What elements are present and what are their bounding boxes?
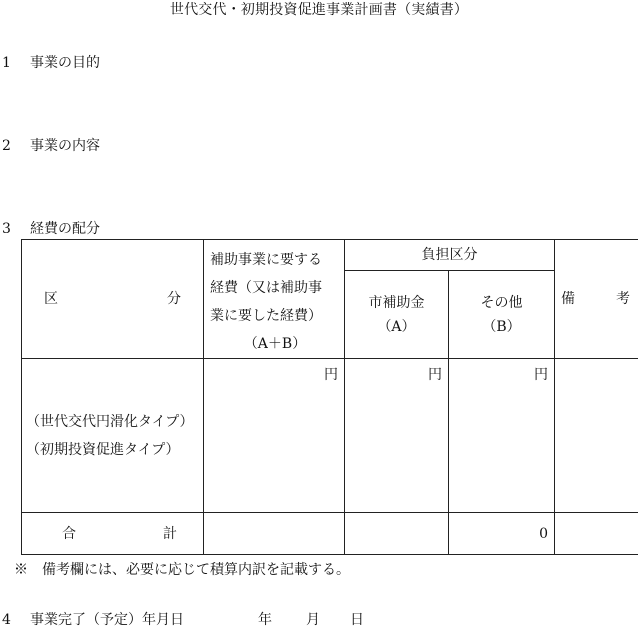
completion-day: 日 — [350, 610, 364, 630]
completion-year: 年 — [258, 610, 272, 630]
header-hosoku-line-2: 経費（又は補助事 — [210, 274, 340, 302]
header-hosoku-line-1: 補助事業に要する — [210, 246, 340, 274]
header-bikou — [555, 240, 638, 359]
section-3-heading — [2, 219, 100, 239]
total-sonota[interactable]: 0 — [449, 513, 555, 555]
section-1-number: 1 — [2, 53, 30, 73]
header-bikou-char-2: 考 — [616, 287, 630, 311]
page-title: 世代交代・初期投資促進事業計画書（実績書） — [0, 0, 638, 20]
header-sonota — [449, 271, 555, 359]
section-3-number: 3 — [2, 219, 30, 239]
completion-month: 月 — [306, 610, 320, 630]
total-shi[interactable] — [345, 513, 449, 555]
section-1-label: 事業の目的 — [30, 55, 100, 71]
total-bikou[interactable] — [555, 513, 638, 555]
header-kubun — [22, 240, 204, 359]
detail-row-items — [22, 359, 204, 513]
header-hosoku-line-4: （A＋B） — [210, 330, 340, 358]
header-shi-line-1: 市補助金 — [345, 291, 448, 315]
section-3-label: 経費の配分 — [30, 221, 100, 237]
section-2-heading — [2, 136, 100, 156]
total-char-2: 計 — [163, 522, 177, 546]
total-label — [22, 513, 204, 555]
detail-item-2: （初期投資促進タイプ） — [26, 436, 203, 464]
header-kubun-char-1: 区 — [44, 287, 58, 311]
header-sonota-line-1: その他 — [449, 291, 554, 315]
total-hosoku[interactable] — [204, 513, 345, 555]
detail-item-1: （世代交代円滑化タイプ） — [26, 408, 203, 436]
header-sonota-line-2: （B） — [449, 315, 554, 339]
detail-bikou[interactable] — [555, 359, 638, 513]
header-shi-line-2: （A） — [345, 315, 448, 339]
detail-hosoku-amount[interactable]: 円 — [204, 359, 345, 513]
header-hosoku-cost — [204, 240, 345, 359]
section-4-number: 4 — [2, 610, 30, 630]
header-futan-kubun: 負担区分 — [345, 240, 555, 271]
section-1-heading — [2, 53, 100, 73]
section-2-number: 2 — [2, 136, 30, 156]
header-shi-hojokin — [345, 271, 449, 359]
detail-sonota-amount[interactable]: 円 — [449, 359, 555, 513]
section-4-heading — [2, 610, 638, 630]
total-char-1: 合 — [62, 522, 76, 546]
header-hosoku-line-3: 業に要した経費） — [210, 302, 340, 330]
section-2-label: 事業の内容 — [30, 138, 100, 154]
cost-allocation-table — [21, 239, 638, 555]
section-4-label: 事業完了（予定）年月日 — [30, 612, 184, 628]
note-text: ※ 備考欄には、必要に応じて積算内訳を記載する。 — [14, 560, 350, 580]
header-bikou-char-1: 備 — [561, 287, 575, 311]
header-kubun-char-2: 分 — [167, 287, 181, 311]
detail-shi-amount[interactable]: 円 — [345, 359, 449, 513]
